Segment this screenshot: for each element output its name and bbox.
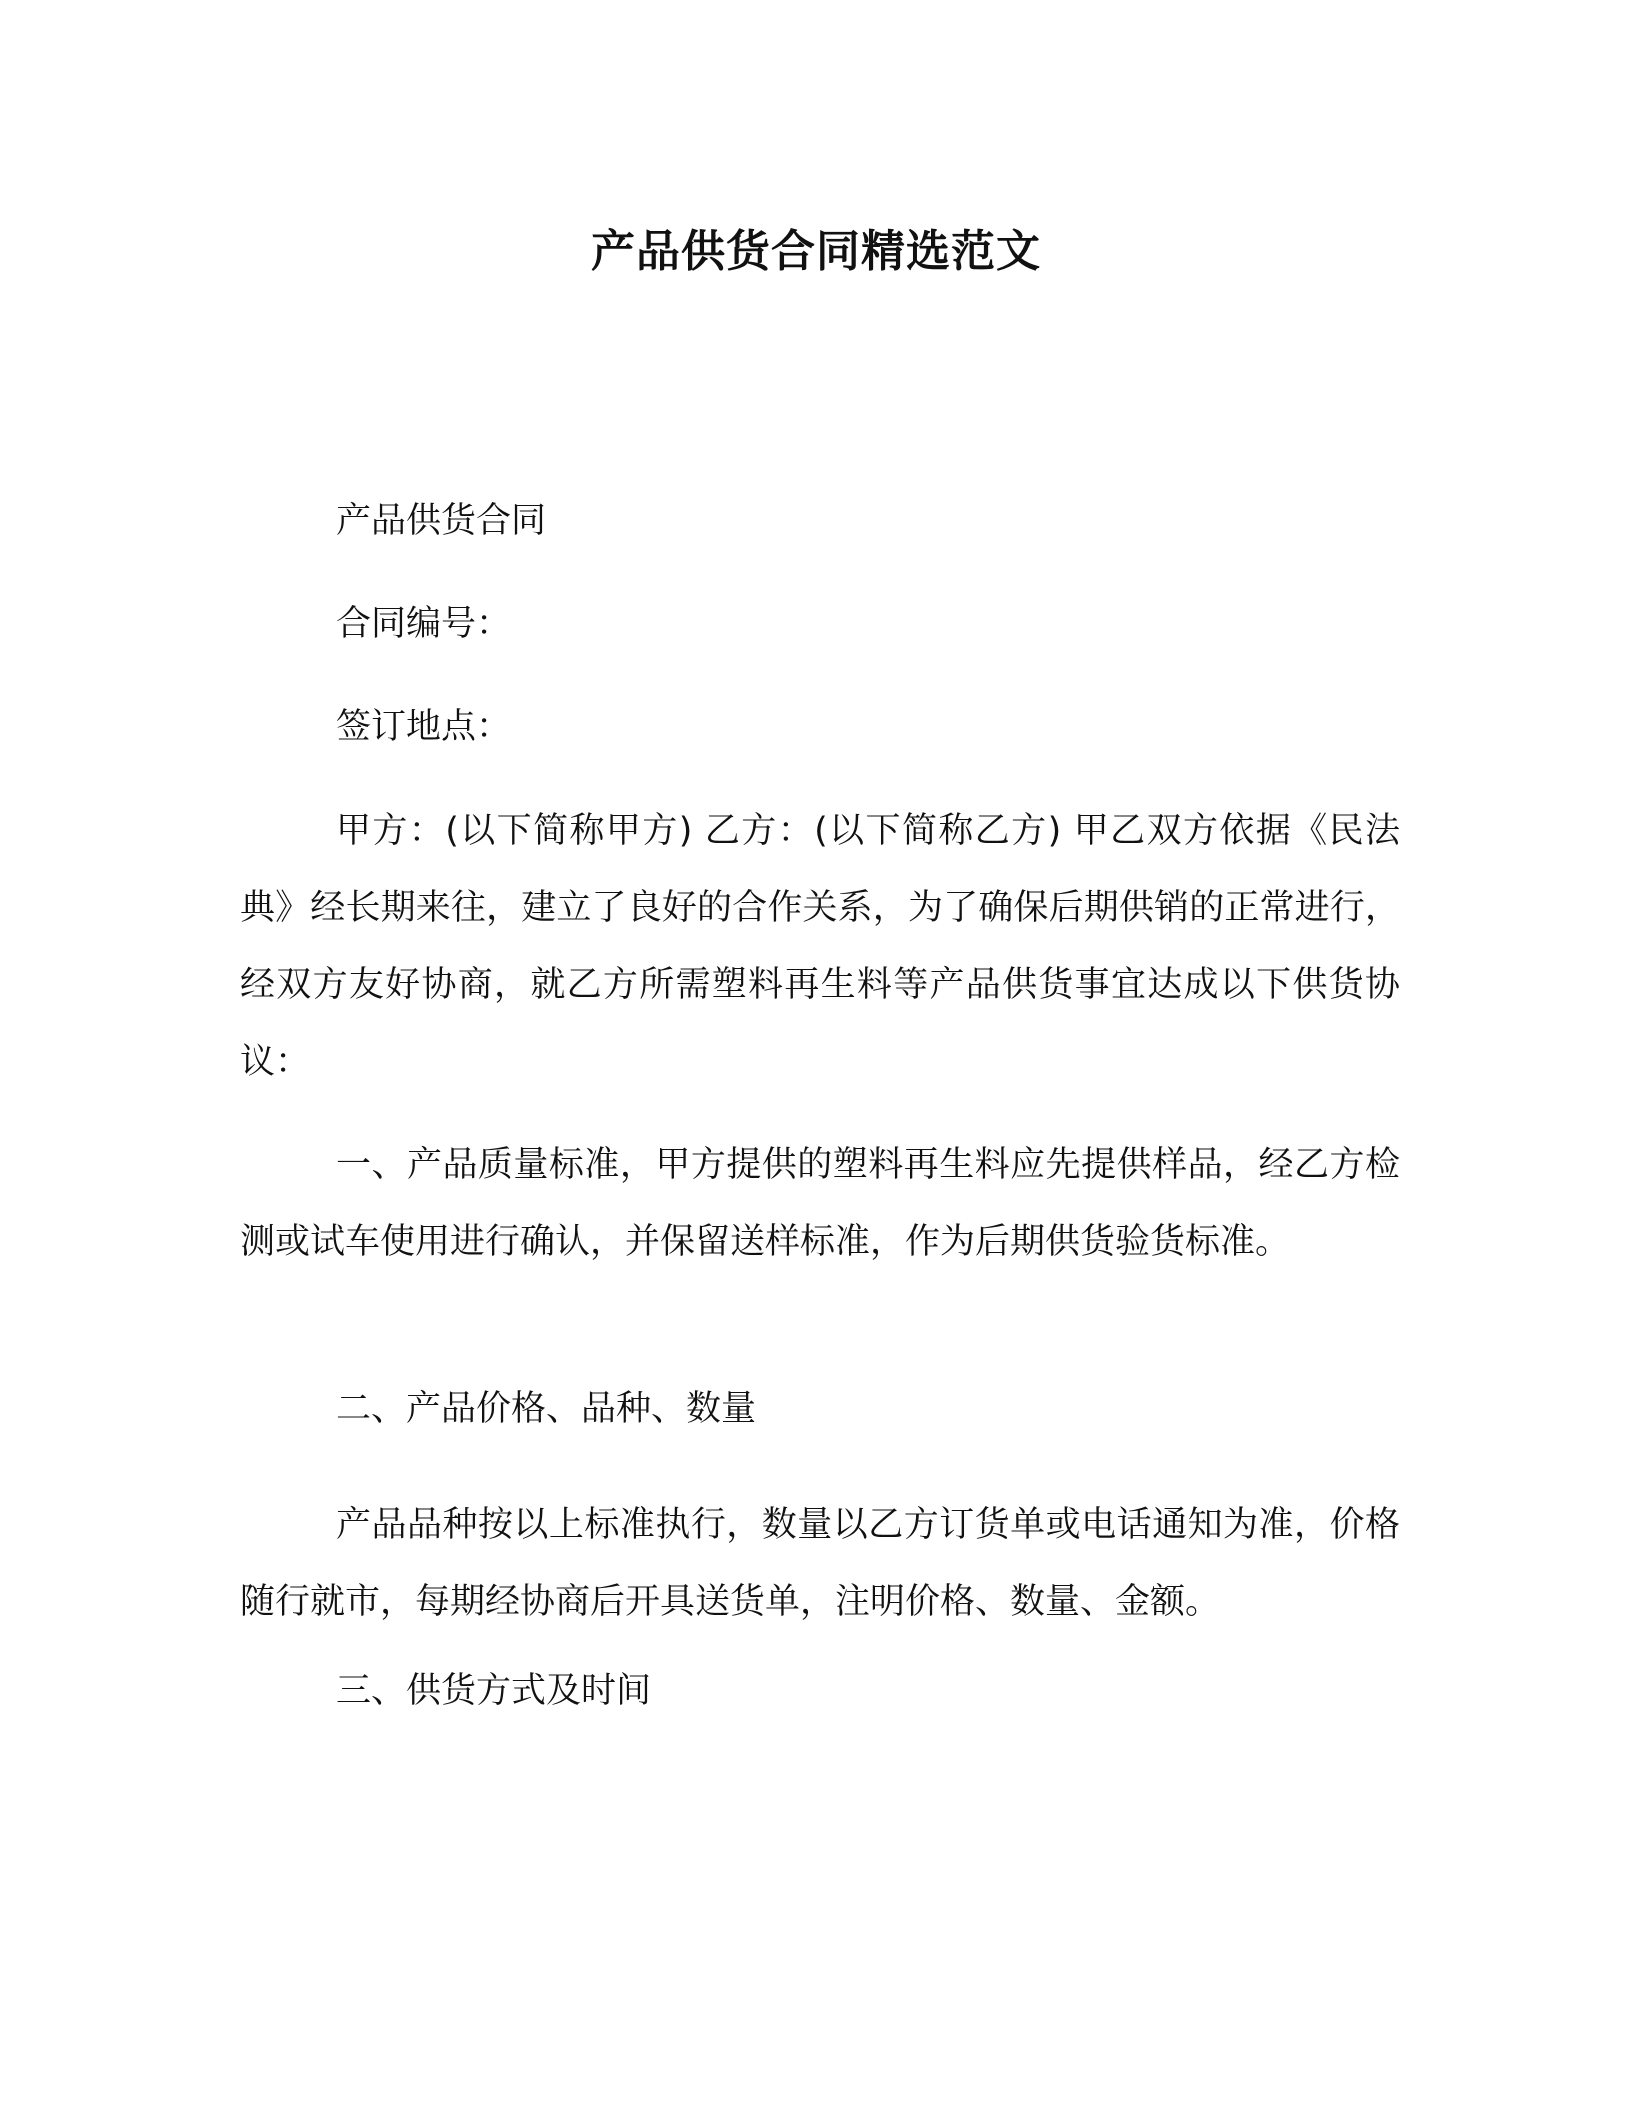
clause-2-heading: 二、产品价格、品种、数量 xyxy=(336,1389,757,1429)
clause-2-paragraph: 产品品种按以上标准执行，数量以乙方订货单或电话通知为准，价格随行就市，每期经协商后开具送货单，注明价格、数量、金额。 xyxy=(240,1505,1400,1622)
clause-1-paragraph: 一、产品质量标准，甲方提供的塑料再生料应先提供样品，经乙方检测或试车使用进行确认，并保留送样标准，作为后期供货验货标准。 xyxy=(240,1145,1400,1262)
contract-heading: 产品供货合同 xyxy=(336,501,547,541)
document-title: 产品供货合同精选范文 xyxy=(591,226,1041,277)
intro-paragraph: 甲方：(以下简称甲方) 乙方：(以下简称乙方) 甲乙双方依据《民法典》经长期来往，建立了良好的合作关系，为了确保后期供销的正常进行，经双方友好协商，就乙方所需塑料再生料等产品供货事宜达成以下供货协议： xyxy=(240,811,1400,1082)
contract-number-label: 合同编号： xyxy=(336,604,512,644)
signing-place-label: 签订地点： xyxy=(336,707,512,747)
clause-3-heading: 三、供货方式及时间 xyxy=(336,1671,652,1711)
